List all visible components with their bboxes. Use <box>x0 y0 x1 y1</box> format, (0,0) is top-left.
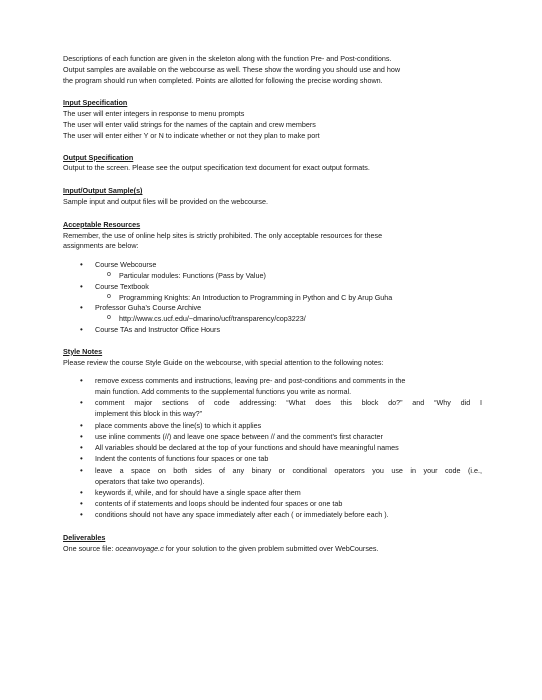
style-note-line: • conditions should not have any space immediately after each ( or immediately before each ). <box>95 510 389 520</box>
style-note-line: • contents of if statements and loops should be indented four spaces or one tab <box>95 499 343 509</box>
style-note-item <box>63 488 482 499</box>
input-spec-line: The user will enter integers in response to menu prompts <box>63 109 245 119</box>
resource-subitem-modules: o Particular modules: Functions (Pass by Value) <box>63 271 482 282</box>
intro-line: Output samples are available on the webcourse as well. These show the wording you should use and how <box>63 64 401 74</box>
style-notes-heading: Style Notes <box>63 346 103 356</box>
io-samples-section <box>63 186 482 208</box>
io-samples-heading: Input/Output Sample(s) <box>63 186 143 196</box>
output-spec-line: Output to the screen. Please see the output specification text document for exact output formats. <box>63 163 370 173</box>
resources-line: assignments are below: <box>63 241 139 251</box>
input-specification-heading: Input Specification <box>63 98 128 108</box>
resource-item-textbook: • Course Textbook <box>63 282 482 293</box>
acceptable-resources-heading: Acceptable Resources <box>63 219 141 229</box>
style-note-line: • All variables should be declared at the top of your functions and should have meaningful names <box>95 443 399 453</box>
input-specification-section <box>63 98 482 141</box>
style-note-item <box>63 421 482 432</box>
deliverables-prefix: One source file: <box>63 543 116 553</box>
style-note-line: • keywords if, while, and for should have a single space after them <box>95 487 301 497</box>
deliverables-heading: Deliverables <box>63 533 106 543</box>
style-note-line: • remove excess comments and instructions, leaving pre- and post-conditions and comments in the <box>95 376 406 386</box>
resource-item-archive: • Professor Guha’s Course Archive <box>63 303 482 314</box>
style-note-line: operators that take two operands). <box>95 476 205 486</box>
input-spec-line: The user will enter valid strings for the names of the captain and crew members <box>63 119 316 129</box>
intro-paragraph <box>63 54 482 86</box>
output-specification-section <box>63 153 482 175</box>
resource-subitem-book-title: o Programming Knights: An Introduction to Programming in Python and C by Arup Guha <box>63 293 482 304</box>
style-note-item <box>63 499 482 510</box>
style-note-line: implement this block in this way?” <box>95 409 203 419</box>
style-notes-section <box>63 347 482 521</box>
style-note-item <box>63 510 482 521</box>
style-note-line: • Indent the contents of functions four spaces or one tab <box>95 454 269 464</box>
deliverables-suffix: for your solution to the given problem submitted over WebCourses. <box>163 543 379 553</box>
style-note-item <box>63 466 482 488</box>
acceptable-resources-section <box>63 220 482 336</box>
resource-item-webcourse: • Course Webcourse <box>63 260 482 271</box>
deliverables-section <box>63 533 482 555</box>
input-spec-line: The user will enter either Y or N to indicate whether or not they plan to make port <box>63 130 320 140</box>
deliverables-line <box>63 544 482 555</box>
resources-line: Remember, the use of online help sites is strictly prohibited. The only acceptable resources for these <box>63 230 383 240</box>
style-note-item <box>63 398 482 420</box>
resource-subitem-archive-url: o http://www.cs.ucf.edu/~dmarino/ucf/transparency/cop3223/ <box>63 314 482 325</box>
style-notes-list <box>63 376 482 521</box>
resources-list <box>63 260 482 336</box>
style-note-item <box>63 432 482 443</box>
io-samples-line: Sample input and output files will be provided on the webcourse. <box>63 196 268 206</box>
intro-line: the program should run when completed. Points are allotted for following the precise wording shown. <box>63 75 383 85</box>
intro-line: Descriptions of each function are given in the skeleton along with the function Pre- and Post-conditions. <box>63 54 392 63</box>
style-note-item <box>63 454 482 465</box>
style-notes-intro: Please review the course Style Guide on the webcourse, with special attention to the following notes: <box>63 357 384 367</box>
style-note-line: • place comments above the line(s) to which it applies <box>95 420 262 430</box>
style-note-line: main function. Add comments to the supplemental functions you write as normal. <box>95 387 352 397</box>
resource-item-office-hours: • Course TAs and Instructor Office Hours <box>63 325 482 336</box>
output-specification-heading: Output Specification <box>63 152 134 162</box>
style-note-line: • comment major sections of code addressing: “What does this block do?” and “Why did I <box>95 398 482 408</box>
style-note-item <box>63 443 482 454</box>
style-note-line: • use inline comments (//) and leave one space between // and the comment’s first character <box>95 431 383 441</box>
style-note-item <box>63 376 482 398</box>
style-note-line: • leave a space on both sides of any binary or conditional operators you use in your code (i.e., <box>95 465 482 475</box>
deliverables-filename: oceanvoyage.c <box>115 543 164 553</box>
